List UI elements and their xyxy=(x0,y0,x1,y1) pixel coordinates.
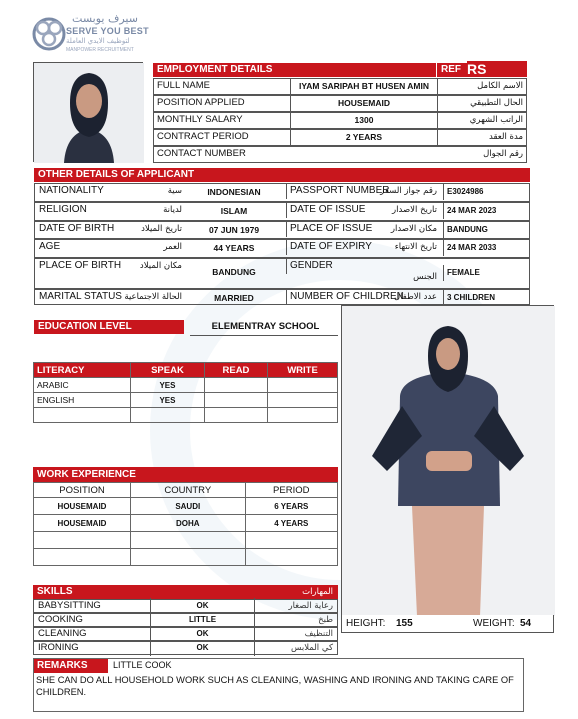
literacy-table xyxy=(33,362,338,423)
other-value: 24 MAR 2033 xyxy=(443,240,529,256)
education-label: EDUCATION LEVEL xyxy=(34,320,184,334)
work-row xyxy=(34,549,338,566)
skill-label: COOKING xyxy=(38,614,83,625)
literacy-row xyxy=(34,378,338,393)
logo-sub-arabic: لتوظيف الايدي العاملة xyxy=(66,37,130,45)
other-value: E3024986 xyxy=(443,184,529,200)
other-label: DATE OF BIRTH xyxy=(39,223,115,234)
other-label-arabic: مكان الاصدار xyxy=(390,224,437,234)
work-country: DOHA xyxy=(131,515,246,532)
other-label: MARITAL STATUS xyxy=(39,291,122,302)
work-period: 4 YEARS xyxy=(245,515,337,532)
country-column: COUNTRY xyxy=(131,483,246,498)
employment-label-arabic: الاسم الكامل xyxy=(477,81,523,91)
skill-value: OK xyxy=(150,626,255,642)
work-period: 6 YEARS xyxy=(245,498,337,515)
language-name xyxy=(34,408,131,423)
literacy-row xyxy=(34,393,338,408)
read-value xyxy=(204,408,267,423)
other-label-arabic: الحالة الاجتماعية xyxy=(124,292,182,302)
work-country xyxy=(131,532,246,549)
weight-value: 54 xyxy=(520,618,532,629)
other-label: PASSPORT NUMBER xyxy=(286,183,386,199)
work-position xyxy=(34,549,131,566)
skill-label-arabic: التنظيف xyxy=(304,629,333,639)
position-column: POSITION xyxy=(34,483,131,498)
company-logo xyxy=(30,12,150,58)
other-label: DATE OF EXPIRY xyxy=(286,239,386,255)
skill-label: BABYSITTING xyxy=(38,600,101,611)
person-full-body-icon xyxy=(342,306,555,616)
employment-value: 1300 xyxy=(290,112,438,128)
other-label-arabic: لديانة xyxy=(163,205,182,215)
height-value: 155 xyxy=(396,618,413,629)
skill-value: LITTLE xyxy=(150,612,255,628)
work-country xyxy=(131,549,246,566)
other-label-arabic: عدد الاطفال xyxy=(393,292,437,302)
literacy-header: LITERACY xyxy=(34,363,131,378)
other-value: 07 JUN 1979 xyxy=(208,225,260,235)
skill-label: IRONING xyxy=(38,642,79,653)
work-row xyxy=(34,498,338,515)
other-details-header: OTHER DETAILS OF APPLICANT xyxy=(34,168,530,182)
measurements-bar xyxy=(341,615,554,633)
write-value xyxy=(268,378,338,393)
other-value: 24 MAR 2023 xyxy=(443,203,529,219)
speak-value xyxy=(131,408,205,423)
write-value xyxy=(268,393,338,408)
other-value: MARRIED xyxy=(214,293,254,303)
remarks-short: LITTLE COOK xyxy=(113,660,172,670)
skill-label: CLEANING xyxy=(38,628,87,639)
other-value: INDONESIAN xyxy=(207,187,261,197)
education-value: ELEMENTRAY SCHOOL xyxy=(190,319,338,336)
other-value: FEMALE xyxy=(443,265,529,281)
full-body-photo xyxy=(341,305,554,615)
employment-label: CONTRACT PERIOD xyxy=(157,131,249,142)
skills-header: SKILLS xyxy=(33,585,338,599)
other-label: GENDER xyxy=(286,258,386,274)
employment-label-arabic: رقم الجوال xyxy=(483,149,523,159)
logo-sub: MANPOWER RECRUITMENT xyxy=(66,47,134,53)
other-label: RELIGION xyxy=(39,204,87,215)
skill-value: OK xyxy=(150,598,255,614)
person-portrait-icon xyxy=(34,63,144,163)
work-experience-table xyxy=(33,482,338,566)
period-column: PERIOD xyxy=(245,483,337,498)
skill-label-arabic: كي الملابس xyxy=(291,643,333,653)
ref-value: RS xyxy=(467,61,527,77)
other-label-arabic: العمر xyxy=(163,242,182,252)
logo-mark-icon xyxy=(30,14,68,54)
other-label: PLACE OF BIRTH xyxy=(39,260,122,271)
work-position: HOUSEMAID xyxy=(34,498,131,515)
work-period xyxy=(245,532,337,549)
other-label: AGE xyxy=(39,241,61,252)
other-label-arabic: الجنس xyxy=(413,272,437,282)
speak-value: YES xyxy=(131,378,205,393)
skill-label-arabic: طبخ xyxy=(318,615,333,625)
other-value: 44 YEARS xyxy=(213,243,255,253)
literacy-row xyxy=(34,408,338,423)
speak-header: SPEAK xyxy=(131,363,205,378)
employment-header: EMPLOYMENT DETAILS xyxy=(153,63,436,77)
work-experience-header: WORK EXPERIENCE xyxy=(33,467,338,482)
other-label-arabic: مكان الميلاد xyxy=(139,261,182,271)
work-country: SAUDI xyxy=(131,498,246,515)
read-value xyxy=(204,378,267,393)
skill-label-arabic: رعاية الصغار xyxy=(288,601,333,611)
other-label-arabic: سية xyxy=(167,186,182,196)
logo-arabic: سيرف يوبست xyxy=(72,12,138,25)
work-position xyxy=(34,532,131,549)
other-label-arabic: رقم جواز السفر xyxy=(380,186,437,196)
other-label: PLACE OF ISSUE xyxy=(286,221,386,237)
employment-label-arabic: الراتب الشهري xyxy=(469,115,523,125)
other-value: BANDUNG xyxy=(212,267,256,277)
employment-value: IYAM SARIPAH BT HUSEN AMIN xyxy=(290,78,438,94)
weight-label: WEIGHT: xyxy=(473,618,515,629)
ref-label: REF : xyxy=(437,63,467,77)
logo-name: SERVE YOU BEST xyxy=(66,26,149,36)
read-header: READ xyxy=(204,363,267,378)
read-value xyxy=(204,393,267,408)
other-value: 3 CHILDREN xyxy=(443,290,529,306)
portrait-photo xyxy=(33,62,143,162)
skill-value: OK xyxy=(150,640,255,656)
employment-label: FULL NAME xyxy=(157,80,210,91)
employment-value: 2 YEARS xyxy=(290,129,438,145)
other-label: DATE OF ISSUE xyxy=(286,202,386,218)
work-position: HOUSEMAID xyxy=(34,515,131,532)
language-name: ENGLISH xyxy=(34,393,131,408)
employment-label: CONTACT NUMBER xyxy=(157,148,246,159)
other-label-arabic: تاريخ الانتهاء xyxy=(394,242,437,252)
employment-label: MONTHLY SALARY xyxy=(157,114,243,125)
language-name: ARABIC xyxy=(34,378,131,393)
employment-label: POSITION APPLIED xyxy=(157,97,245,108)
speak-value: YES xyxy=(131,393,205,408)
work-row xyxy=(34,515,338,532)
other-value: BANDUNG xyxy=(443,222,529,238)
height-label: HEIGHT: xyxy=(346,618,386,629)
other-value: ISLAM xyxy=(220,206,248,216)
write-header: WRITE xyxy=(268,363,338,378)
write-value xyxy=(268,408,338,423)
employment-value: HOUSEMAID xyxy=(290,95,438,111)
work-columns xyxy=(34,483,338,498)
other-label-arabic: تاريخ الميلاد xyxy=(141,224,182,234)
other-label: NUMBER OF CHILDREN xyxy=(286,289,386,305)
employment-label-arabic: مدة العقد xyxy=(489,132,523,142)
skills-header-arabic: المهارات xyxy=(302,587,333,597)
employment-label-arabic: الحال التطبيقي xyxy=(470,98,523,108)
remarks-text: SHE CAN DO ALL HOUSEHOLD WORK SUCH AS CLEANING, WASHING AND IRONING AND TAKING CARE OF CHILDREN. xyxy=(36,675,514,697)
work-row xyxy=(34,532,338,549)
other-label-arabic: تاريخ الاصدار xyxy=(392,205,437,215)
remarks-label: REMARKS xyxy=(33,659,108,673)
work-period xyxy=(245,549,337,566)
other-label: NATIONALITY xyxy=(39,185,104,196)
